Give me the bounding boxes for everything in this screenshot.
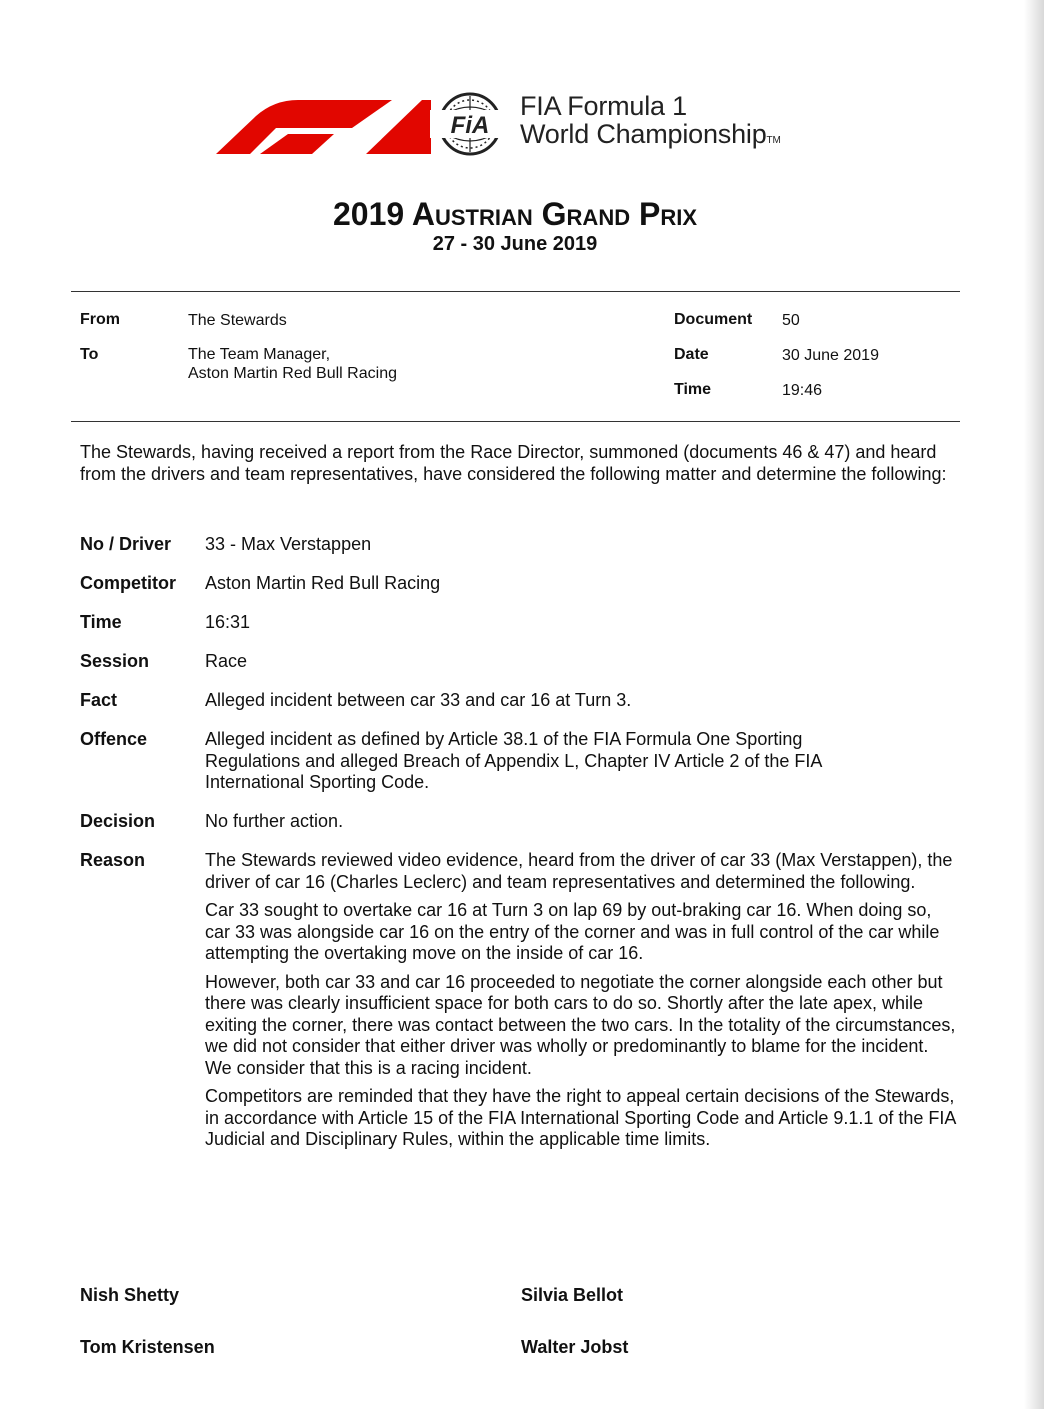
reason-label: Reason — [80, 850, 146, 870]
driver-label: No / Driver — [80, 534, 172, 554]
trademark: TM — [766, 135, 781, 146]
event-dates: 27 - 30 June 2019 — [432, 233, 598, 255]
time-value: 19:46 — [782, 382, 823, 399]
signatory-steward: Nish Shetty — [80, 1285, 180, 1305]
fia-seal-icon — [424, 92, 516, 156]
date-label: Date — [674, 346, 709, 363]
logo-wordmark — [520, 92, 781, 155]
document-label: Document — [674, 311, 753, 328]
session-value: Race — [205, 651, 248, 671]
competitor-label: Competitor — [80, 573, 176, 593]
signatory-steward: Silvia Bellot — [521, 1285, 624, 1305]
reason-text — [205, 850, 957, 1158]
session-label: Session — [80, 651, 150, 671]
signatory-steward: Walter Jobst — [521, 1337, 629, 1357]
event-title: 2019 Austrian Grand Prix — [332, 196, 697, 232]
fact-value: Alleged incident between car 33 and car 16 at Turn 3. — [205, 690, 632, 710]
signatory-steward: Tom Kristensen — [80, 1337, 215, 1357]
logo-line2: World ChampionshipTM — [520, 119, 781, 149]
f1-logo-icon — [216, 96, 431, 154]
fact-label: Fact — [80, 690, 118, 710]
header-bottom-rule — [71, 421, 960, 422]
decision-value: No further action. — [205, 811, 344, 831]
decision-label: Decision — [80, 811, 156, 831]
reason-paragraph: Car 33 sought to overtake car 16 at Turn 3 on lap 69 by out-braking car 16. When doing so, car 33 was alongside car 16 on the entry of the corner and was in full control of the car while attempting the overtaking move on the inside of car 16. — [205, 900, 940, 963]
reason-paragraph: However, both car 33 and car 16 proceeded to negotiate the corner alongside each other but there was clearly insufficient space for both cars to do so. Shortly after the late apex, while exiting the corner, there was contact between the two cars. In the totality of the circumstances, we did not consider that either driver was wholly or predominantly to blame for the incident. We consider that this is a racing incident. — [205, 971, 956, 1078]
driver-value: 33 - Max Verstappen — [205, 534, 372, 554]
competitor-value: Aston Martin Red Bull Racing — [205, 573, 441, 593]
to-value-line2: Aston Martin Red Bull Racing — [188, 365, 397, 382]
intro-paragraph: The Stewards, having received a report from the Race Director, summoned (documents 46 & 47) and heard from the drivers and team representatives, have considered the following matter and determine the following: — [80, 442, 947, 484]
incident-time-label: Time — [80, 612, 122, 632]
to-label: To — [80, 346, 99, 363]
header-top-rule — [71, 291, 960, 292]
from-value: The Stewards — [188, 312, 287, 329]
incident-time-value: 16:31 — [205, 612, 251, 632]
document-value: 50 — [782, 312, 800, 329]
to-value-line1: The Team Manager, — [188, 346, 331, 363]
reason-paragraph: Competitors are reminded that they have the right to appeal certain decisions of the Stewards, in accordance with Article 15 of the FIA International Sporting Code and Article 9.1.1 of the FIA Judicial and Disciplinary Rules, within the applicable time limits. — [205, 1086, 956, 1149]
logo-line1: FIA Formula 1 — [520, 91, 687, 121]
to-value — [188, 345, 397, 383]
offence-label: Offence — [80, 729, 148, 749]
time-label: Time — [674, 381, 712, 398]
svg-text:FiA: FiA — [450, 112, 490, 139]
fia-f1-logo — [216, 90, 836, 160]
from-label: From — [80, 311, 120, 328]
offence-value: Alleged incident as defined by Article 38.1 of the FIA Formula One Sporting Regulations and alleged Breach of Appendix L, Chapter IV Article 2 of the FIA International Sporting Code. — [205, 729, 822, 792]
reason-paragraph: The Stewards reviewed video evidence, heard from the driver of car 33 (Max Verstappen), the driver of car 16 (Charles Leclerc) and team representatives and determined the following. — [205, 850, 953, 892]
date-value: 30 June 2019 — [782, 347, 879, 364]
